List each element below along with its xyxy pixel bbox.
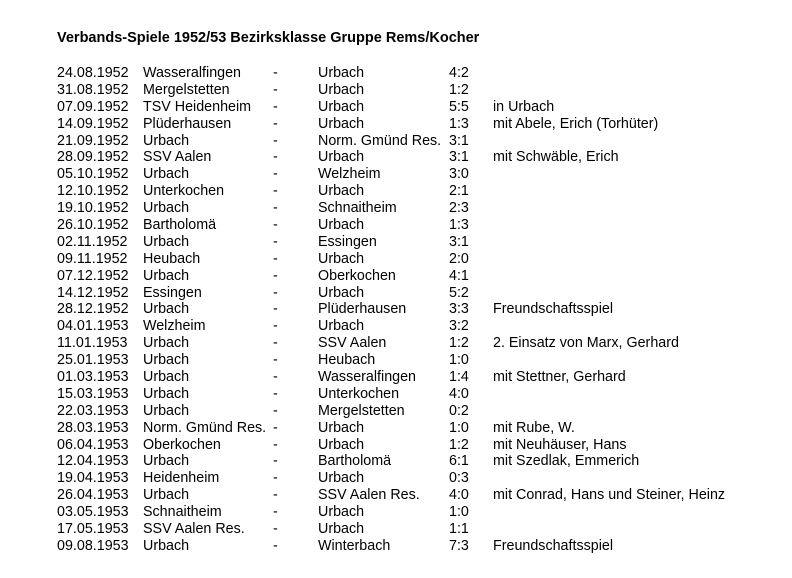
match-score: 1:2 — [449, 335, 469, 352]
away-team: Urbach — [318, 217, 365, 234]
home-team: SSV Aalen Res. — [143, 521, 245, 538]
separator-dash: - — [273, 369, 278, 386]
away-team: Urbach — [318, 98, 365, 115]
home-team: SSV Aalen — [143, 149, 212, 166]
separator-dash: - — [273, 81, 278, 98]
match-score: 3:1 — [449, 132, 469, 149]
match-note: mit Rube, W. — [493, 419, 575, 436]
match-date: 04.01.1953 — [57, 318, 129, 335]
match-score: 1:0 — [449, 504, 469, 521]
separator-dash: - — [273, 233, 278, 250]
match-row — [57, 420, 787, 437]
match-score: 2:1 — [449, 183, 469, 200]
match-score: 5:2 — [449, 284, 469, 301]
match-row — [57, 352, 787, 369]
home-team: Norm. Gmünd Res. — [143, 419, 267, 436]
match-date: 03.05.1953 — [57, 504, 129, 521]
away-team: Welzheim — [318, 166, 381, 183]
match-date: 26.04.1953 — [57, 487, 129, 504]
match-row — [57, 99, 787, 116]
match-row — [57, 65, 787, 82]
away-team: Urbach — [318, 318, 365, 335]
away-team: Urbach — [318, 250, 365, 267]
match-row — [57, 116, 787, 133]
away-team: Norm. Gmünd Res. — [318, 132, 442, 149]
separator-dash: - — [273, 436, 278, 453]
match-date: 05.10.1952 — [57, 166, 129, 183]
match-score: 1:4 — [449, 369, 469, 386]
match-date: 26.10.1952 — [57, 217, 129, 234]
match-row — [57, 470, 787, 487]
away-team: Urbach — [318, 115, 365, 132]
separator-dash: - — [273, 318, 278, 335]
separator-dash: - — [273, 149, 278, 166]
home-team: Bartholomä — [143, 217, 217, 234]
match-date: 01.03.1953 — [57, 369, 129, 386]
match-note: in Urbach — [493, 98, 555, 115]
match-note: mit Abele, Erich (Torhüter) — [493, 115, 659, 132]
home-team: Wasseralfingen — [143, 65, 242, 81]
match-score: 1:2 — [449, 81, 469, 98]
match-date: 07.09.1952 — [57, 98, 129, 115]
home-team: Urbach — [143, 352, 190, 369]
away-team: Unterkochen — [318, 385, 400, 402]
away-team: Urbach — [318, 183, 365, 200]
separator-dash: - — [273, 352, 278, 369]
match-score: 1:1 — [449, 521, 469, 538]
home-team: Plüderhausen — [143, 115, 232, 132]
match-score: 1:0 — [449, 352, 469, 369]
match-row — [57, 133, 787, 150]
separator-dash: - — [273, 267, 278, 284]
separator-dash: - — [273, 200, 278, 217]
home-team: Urbach — [143, 453, 190, 470]
away-team: Urbach — [318, 419, 365, 436]
away-team: Bartholomä — [318, 453, 392, 470]
match-date: 14.09.1952 — [57, 115, 129, 132]
match-row — [57, 82, 787, 99]
home-team: Urbach — [143, 301, 190, 318]
match-row — [57, 453, 787, 470]
match-date: 22.03.1953 — [57, 402, 129, 419]
separator-dash: - — [273, 521, 278, 538]
away-team: Oberkochen — [318, 267, 396, 284]
away-team: Urbach — [318, 504, 365, 521]
separator-dash: - — [273, 98, 278, 115]
match-date: 07.12.1952 — [57, 267, 129, 284]
match-row — [57, 487, 787, 504]
home-team: Urbach — [143, 385, 190, 402]
home-team: Oberkochen — [143, 436, 221, 453]
match-date: 28.12.1952 — [57, 301, 129, 318]
match-score: 1:2 — [449, 436, 469, 453]
home-team: TSV Heidenheim — [143, 98, 252, 115]
separator-dash: - — [273, 335, 278, 352]
away-team: Essingen — [318, 233, 377, 250]
match-score: 7:3 — [449, 537, 469, 554]
away-team: Urbach — [318, 284, 365, 301]
away-team: Schnaitheim — [318, 200, 397, 217]
match-row — [57, 183, 787, 200]
match-score: 3:0 — [449, 166, 469, 183]
away-team: Wasseralfingen — [318, 369, 417, 386]
separator-dash: - — [273, 537, 278, 554]
match-date: 12.04.1953 — [57, 453, 129, 470]
home-team: Heidenheim — [143, 470, 220, 487]
away-team: Mergelstetten — [318, 402, 405, 419]
home-team: Urbach — [143, 487, 190, 504]
separator-dash: - — [273, 301, 278, 318]
match-date: 19.10.1952 — [57, 200, 129, 217]
match-note: Freundschaftsspiel — [493, 537, 613, 554]
match-score: 3:1 — [449, 233, 469, 250]
match-date: 28.03.1953 — [57, 419, 129, 436]
separator-dash: - — [273, 250, 278, 267]
match-date: 09.11.1952 — [57, 250, 128, 267]
match-score: 4:0 — [449, 385, 469, 402]
separator-dash: - — [273, 419, 278, 436]
match-score: 3:1 — [449, 149, 469, 166]
match-note: mit Stettner, Gerhard — [493, 369, 626, 386]
match-row — [57, 301, 787, 318]
separator-dash: - — [273, 487, 278, 504]
match-row — [57, 285, 787, 302]
away-team: Urbach — [318, 521, 365, 538]
home-team: Urbach — [143, 267, 190, 284]
match-score: 2:3 — [449, 200, 469, 217]
away-team: Plüderhausen — [318, 301, 407, 318]
match-date: 15.03.1953 — [57, 385, 129, 402]
match-date: 28.09.1952 — [57, 149, 129, 166]
match-date: 11.01.1953 — [57, 335, 128, 352]
match-row — [57, 538, 787, 555]
match-score: 1:3 — [449, 115, 469, 132]
match-row — [57, 217, 787, 234]
match-row — [57, 166, 787, 183]
home-team: Urbach — [143, 132, 190, 149]
match-date: 31.08.1952 — [57, 81, 129, 98]
away-team: Heubach — [318, 352, 376, 369]
match-row — [57, 521, 787, 538]
match-date: 14.12.1952 — [57, 284, 129, 301]
away-team: Urbach — [318, 149, 365, 166]
away-team: Urbach — [318, 470, 365, 487]
match-note: Freundschaftsspiel — [493, 301, 613, 318]
match-row — [57, 369, 787, 386]
match-score: 5:5 — [449, 98, 469, 115]
match-score: 1:0 — [449, 419, 469, 436]
match-score: 0:2 — [449, 402, 469, 419]
away-team: Urbach — [318, 436, 365, 453]
match-date: 17.05.1953 — [57, 521, 129, 538]
match-note: mit Schwäble, Erich — [493, 149, 619, 166]
away-team: Winterbach — [318, 537, 391, 554]
separator-dash: - — [273, 453, 278, 470]
separator-dash: - — [273, 284, 278, 301]
match-row — [57, 504, 787, 521]
match-date: 24.08.1952 — [57, 65, 129, 81]
away-team: SSV Aalen — [318, 335, 387, 352]
home-team: Heubach — [143, 250, 201, 267]
match-date: 02.11.1952 — [57, 233, 128, 250]
home-team: Urbach — [143, 335, 190, 352]
document-title: Verbands-Spiele 1952/53 Bezirksklasse Gruppe Rems/Kocher — [57, 30, 480, 46]
match-score: 0:3 — [449, 470, 469, 487]
match-score: 3:2 — [449, 318, 469, 335]
match-row — [57, 386, 787, 403]
match-row — [57, 200, 787, 217]
away-team: Urbach — [318, 65, 365, 81]
separator-dash: - — [273, 504, 278, 521]
match-date: 12.10.1952 — [57, 183, 129, 200]
match-score: 4:2 — [449, 65, 469, 81]
match-date: 19.04.1953 — [57, 470, 129, 487]
match-date: 25.01.1953 — [57, 352, 129, 369]
separator-dash: - — [273, 166, 278, 183]
match-row — [57, 251, 787, 268]
separator-dash: - — [273, 115, 278, 132]
away-team: Urbach — [318, 81, 365, 98]
home-team: Urbach — [143, 369, 190, 386]
home-team: Urbach — [143, 537, 190, 554]
separator-dash: - — [273, 65, 278, 81]
match-score: 2:0 — [449, 250, 469, 267]
match-score: 4:1 — [449, 267, 469, 284]
away-team: SSV Aalen Res. — [318, 487, 420, 504]
match-list — [57, 65, 787, 555]
separator-dash: - — [273, 183, 278, 200]
match-row — [57, 234, 787, 251]
match-row — [57, 318, 787, 335]
home-team: Unterkochen — [143, 183, 225, 200]
separator-dash: - — [273, 217, 278, 234]
match-score: 4:0 — [449, 487, 469, 504]
separator-dash: - — [273, 132, 278, 149]
home-team: Urbach — [143, 402, 190, 419]
match-row — [57, 149, 787, 166]
match-score: 1:3 — [449, 217, 469, 234]
match-score: 6:1 — [449, 453, 469, 470]
match-note: mit Conrad, Hans und Steiner, Heinz — [493, 487, 726, 504]
home-team: Schnaitheim — [143, 504, 222, 521]
match-row — [57, 268, 787, 285]
match-note: 2. Einsatz von Marx, Gerhard — [493, 335, 679, 352]
match-date: 09.08.1953 — [57, 537, 129, 554]
match-date: 06.04.1953 — [57, 436, 129, 453]
match-score: 3:3 — [449, 301, 469, 318]
home-team: Essingen — [143, 284, 202, 301]
home-team: Urbach — [143, 200, 190, 217]
home-team: Urbach — [143, 166, 190, 183]
home-team: Welzheim — [143, 318, 206, 335]
separator-dash: - — [273, 385, 278, 402]
match-note: mit Szedlak, Emmerich — [493, 453, 640, 470]
home-team: Mergelstetten — [143, 81, 230, 98]
match-note: mit Neuhäuser, Hans — [493, 436, 627, 453]
separator-dash: - — [273, 470, 278, 487]
home-team: Urbach — [143, 233, 190, 250]
separator-dash: - — [273, 402, 278, 419]
match-row — [57, 335, 787, 352]
match-date: 21.09.1952 — [57, 132, 129, 149]
match-row — [57, 437, 787, 454]
match-row — [57, 403, 787, 420]
